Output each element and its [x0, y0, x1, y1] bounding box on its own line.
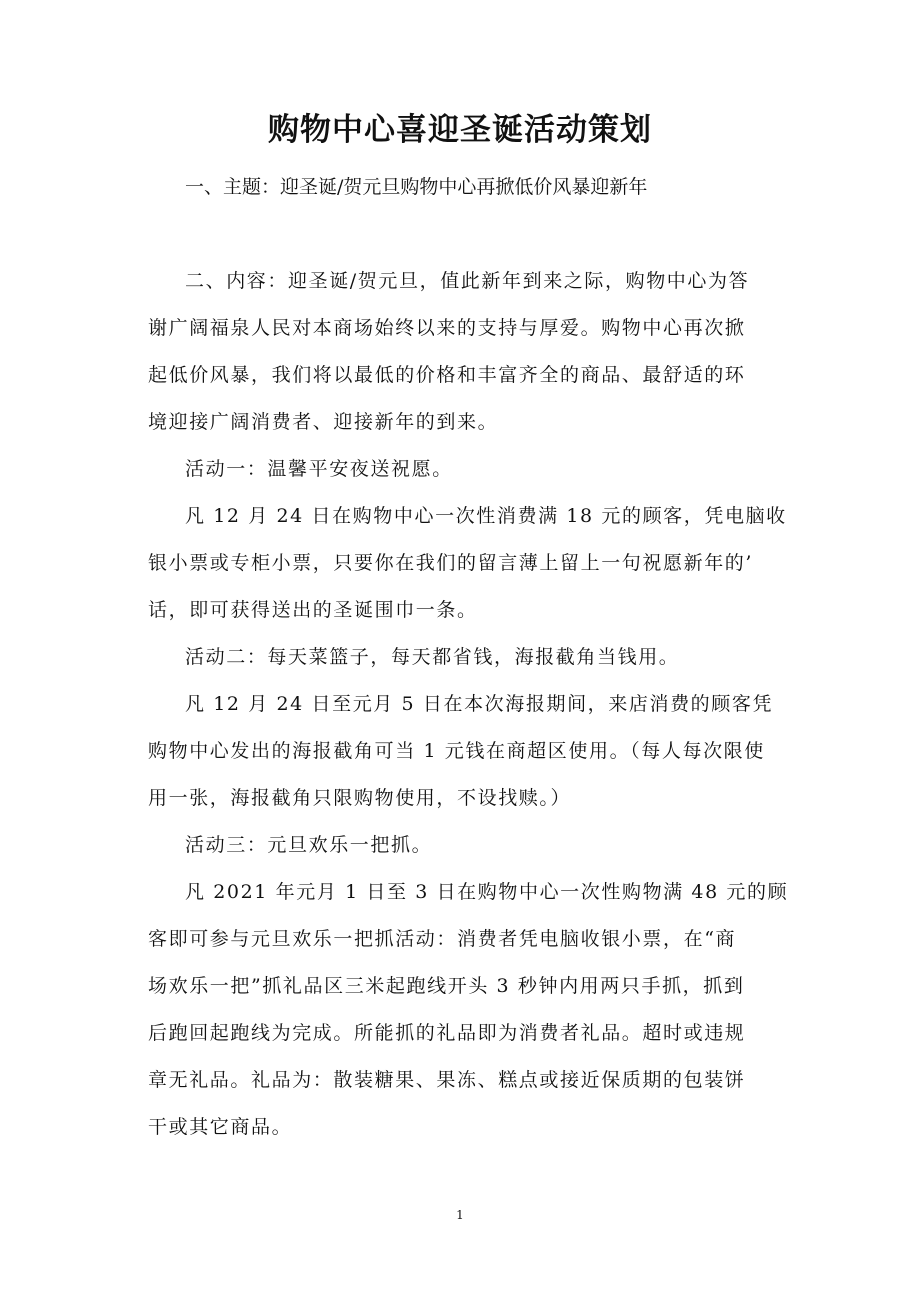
- document-title: 购物中心喜迎圣诞活动策划: [268, 112, 652, 148]
- paragraph-line: 谢广阔福泉人民对本商场始终以来的支持与厚爱。购物中心再次掀: [148, 317, 746, 339]
- page-number: 1: [456, 1208, 464, 1222]
- paragraph-line: 场欢乐一把”抓礼品区三米起跑线开头 3 秒钟内用两只手抓，抓到: [148, 975, 745, 997]
- paragraph-line: 境迎接广阔消费者、迎接新年的到来。: [148, 411, 499, 433]
- paragraph-line: 用一张，海报截角只限购物使用，不设找赎。）: [148, 787, 572, 809]
- theme-line: 一、主题：迎圣诞/贺元旦购物中心再掀低价风暴迎新年: [185, 176, 648, 198]
- paragraph-line: 银小票或专柜小票，只要你在我们的留言薄上留上一句祝愿新年的’: [148, 552, 754, 574]
- paragraph-line: 干或其它商品。: [148, 1116, 293, 1138]
- paragraph-line: 起低价风暴，我们将以最低的价格和丰富齐全的商品、最舒适的环: [148, 364, 746, 386]
- paragraph-line: 凡 2021 年元月 1 日至 3 日在购物中心一次性购物满 48 元的顾: [185, 881, 789, 903]
- paragraph-line: 章无礼品。礼品为：散装糖果、果冻、糕点或接近保质期的包装饼: [148, 1069, 746, 1091]
- paragraph-line: 二、内容：迎圣诞/贺元旦，值此新年到来之际，购物中心为答: [185, 270, 750, 292]
- paragraph-line: 凡 12 月 24 日在购物中心一次性消费满 18 元的顾客，凭电脑收: [185, 505, 787, 527]
- paragraph-line: 话，即可获得送出的圣诞围巾一条。: [148, 599, 478, 621]
- document-body: [148, 258, 798, 1151]
- paragraph-line: 活动三：元旦欢乐一把抓。: [185, 834, 433, 856]
- paragraph-line: 后跑回起跑线为完成。所能抓的礼品即为消费者礼品。超时或违规: [148, 1022, 746, 1044]
- paragraph-line: 凡 12 月 24 日至元月 5 日在本次海报期间，来店消费的顾客凭: [185, 693, 774, 715]
- paragraph-line: 活动一：温馨平安夜送祝愿。: [185, 458, 453, 480]
- paragraph-line: 购物中心发出的海报截角可当 1 元钱在商超区使用。（每人每次限使: [148, 740, 765, 762]
- paragraph-line: 客即可参与元旦欢乐一把抓活动：消费者凭电脑收银小票，在“商: [148, 928, 737, 950]
- paragraph-line: 活动二：每天菜篮子，每天都省钱，海报截角当钱用。: [185, 646, 680, 668]
